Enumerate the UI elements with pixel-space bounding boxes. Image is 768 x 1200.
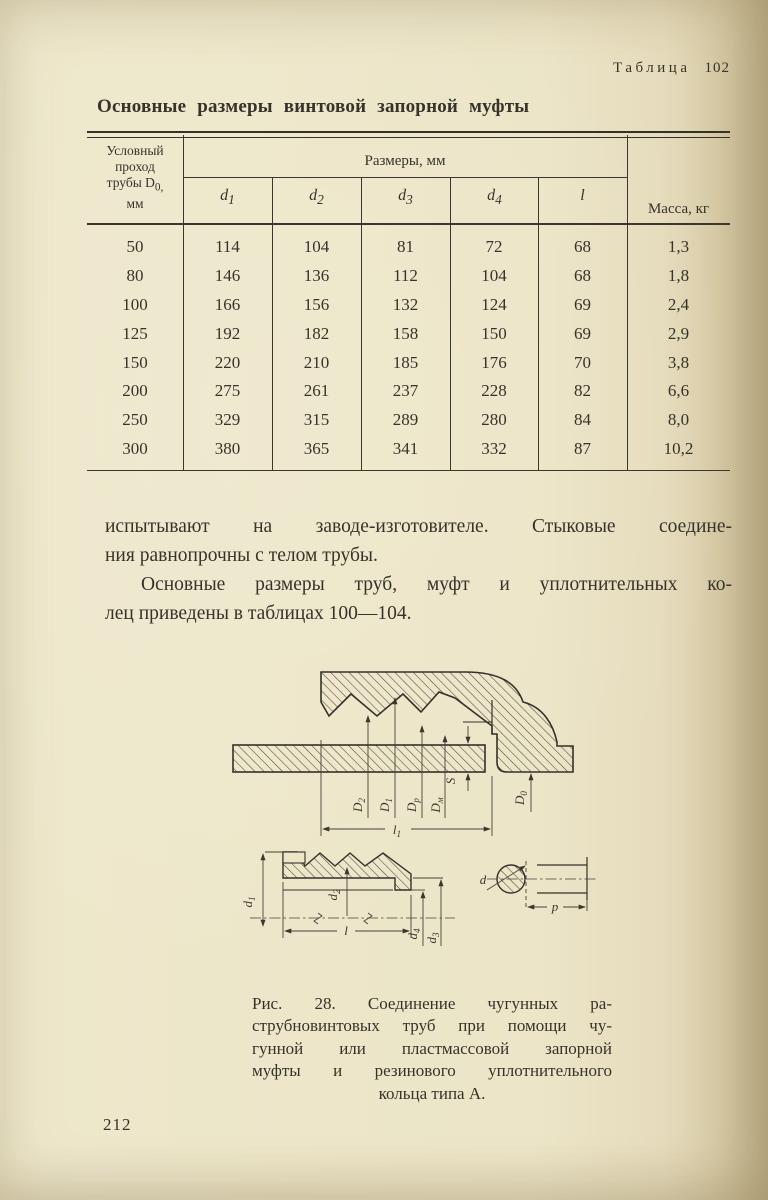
column-header-d2: $d_2$ [309,187,324,208]
column-header-l: l [580,187,585,204]
table-cell: 112 [393,266,418,286]
table-cell: 84 [574,410,591,430]
table-cell: 124 [481,294,507,314]
dim-label-D2: $D_2$ [350,798,367,812]
caption-line: струбновинтовых труб при помощи чу- [252,1016,612,1036]
dim-label-Dm: $D_м$ [428,797,445,813]
table-cell: 104 [303,237,330,257]
table-cell: 87 [574,438,591,458]
break-symbol [314,913,322,924]
table-cell: 158 [392,323,419,343]
table-cell: 132 [392,294,419,314]
table-cell: 315 [303,410,330,430]
dim-label-d4: $d_4$ [405,928,422,940]
table-cell: 6,6 [667,381,690,401]
coupling-detail-view [240,852,455,946]
dimension-table [87,131,730,472]
table-cell: 68 [574,237,591,257]
table-cell: 72 [485,237,503,257]
table-cell: 332 [481,438,507,458]
table-cell: 125 [122,323,148,343]
table-cell: 289 [392,410,419,430]
table-cell: 228 [481,381,507,401]
column-header-nominal-bore [87,143,183,212]
table-cell: 136 [303,266,330,286]
dim-label-Dp: $D_р$ [404,798,421,812]
figure-caption [252,993,612,1105]
table-row [87,377,730,406]
break-symbol [364,913,372,924]
table-cell: 156 [303,294,330,314]
table-cell: 70 [574,352,591,372]
table-row [87,291,730,320]
table-cell: 50 [126,237,144,257]
table-cell: 81 [397,237,414,257]
table-cell: 200 [122,381,148,401]
spigot-pipe-wall [233,745,485,772]
paragraph-line: испытывают на заводе-изготовителе. Стыковые соедине- [105,516,732,537]
paragraph-line: лец приведены в таблицах 100—104. [105,603,412,624]
column-header-mass: Масса, кг [647,201,710,217]
table-cell: 220 [214,352,241,372]
table-label-number: 102 [704,60,730,76]
dim-label-D0: $D_0$ [512,791,529,805]
table-cell: 10,2 [663,438,694,458]
figure-28-drawing [225,650,768,960]
table-cell: 1,3 [667,237,690,257]
col0-line1: Условный [106,143,164,158]
table-cell: 100 [122,294,148,314]
paragraph-line: ния равнопрочны с телом трубы. [105,545,378,566]
column-header-d1: $d_1$ [220,187,235,208]
table-cell: 275 [214,381,241,401]
table-cell: 1,8 [667,266,690,286]
table-cell: 82 [574,381,591,401]
table-cell: 300 [122,438,148,458]
table-body [87,226,730,463]
table-cell: 176 [481,352,507,372]
column-header-d3: $d_3$ [398,187,413,208]
dim-label-d3: $d_3$ [424,932,441,944]
dim-label-l: l [344,923,348,938]
dim-label-d1: $d_1$ [240,896,257,908]
dim-label-l1: $l_1$ [392,822,402,839]
table-rule-subheader [183,177,627,178]
table-cell: 69 [574,294,591,314]
table-rule-bottom [87,470,730,471]
caption-line: муфты и резинового уплотнительного [252,1061,612,1081]
table-cell: 69 [574,323,591,343]
dim-label-d2: $d_2$ [325,889,342,901]
table-label [87,60,730,77]
table-cell: 250 [122,410,148,430]
column-group-header-sizes: Размеры, мм [364,153,446,169]
table-cell: 150 [481,323,507,343]
table-cell: 146 [214,266,241,286]
upper-section-view [233,672,573,839]
table-cell: 114 [215,237,240,257]
table-cell: 166 [214,294,241,314]
table-cell: 2,9 [667,323,690,343]
col0-line4: мм [126,195,144,211]
caption-line: кольца типа А. [378,1083,486,1103]
table-cell: 104 [481,266,507,286]
col0-line3: трубы $D_{0,}$ [106,175,164,194]
table-row [87,233,730,262]
table-cell: 182 [303,323,330,343]
thread-runout-notch [283,852,305,863]
table-title: Основные размеры винтовой запорной муфты [97,96,530,117]
table-row [87,262,730,291]
dim-label-D1: $D_1$ [377,798,394,812]
col0-line2: проход [115,159,155,174]
table-cell: 329 [214,410,241,430]
table-cell: 3,8 [667,352,690,372]
table-cell: 150 [122,352,148,372]
table-cell: 261 [303,381,330,401]
page-number: 212 [103,1115,132,1134]
table-cell: 8,0 [667,410,690,430]
table-cell: 380 [214,438,241,458]
table-row [87,319,730,348]
dim-label-S: S [443,777,458,785]
table-row [87,406,730,435]
table-cell: 280 [481,410,507,430]
table-row [87,348,730,377]
table-cell: 2,4 [667,294,690,314]
table-cell: 185 [392,352,419,372]
table-label-word: Таблица [613,60,691,76]
groove-profile [537,857,587,900]
paragraph-line: Основные размеры труб, муфт и уплотнительных ко- [141,574,732,595]
table-cell: 237 [392,381,419,401]
sealing-ring-detail-view [480,857,597,914]
table-cell: 341 [392,438,419,458]
table-cell: 365 [303,438,330,458]
dim-label-d: d [479,872,487,887]
table-cell: 210 [303,352,330,372]
table-cell: 80 [126,266,144,286]
table-cell: 68 [574,266,591,286]
caption-line: Рис. 28. Соединение чугунных ра- [252,994,612,1013]
caption-line: гунной или пластмассовой запорной [252,1038,612,1058]
table-row [87,435,730,464]
table-cell: 192 [214,323,241,343]
column-header-d4: $d_4$ [487,187,502,208]
body-text [105,512,732,628]
dim-label-p: p [551,899,559,914]
